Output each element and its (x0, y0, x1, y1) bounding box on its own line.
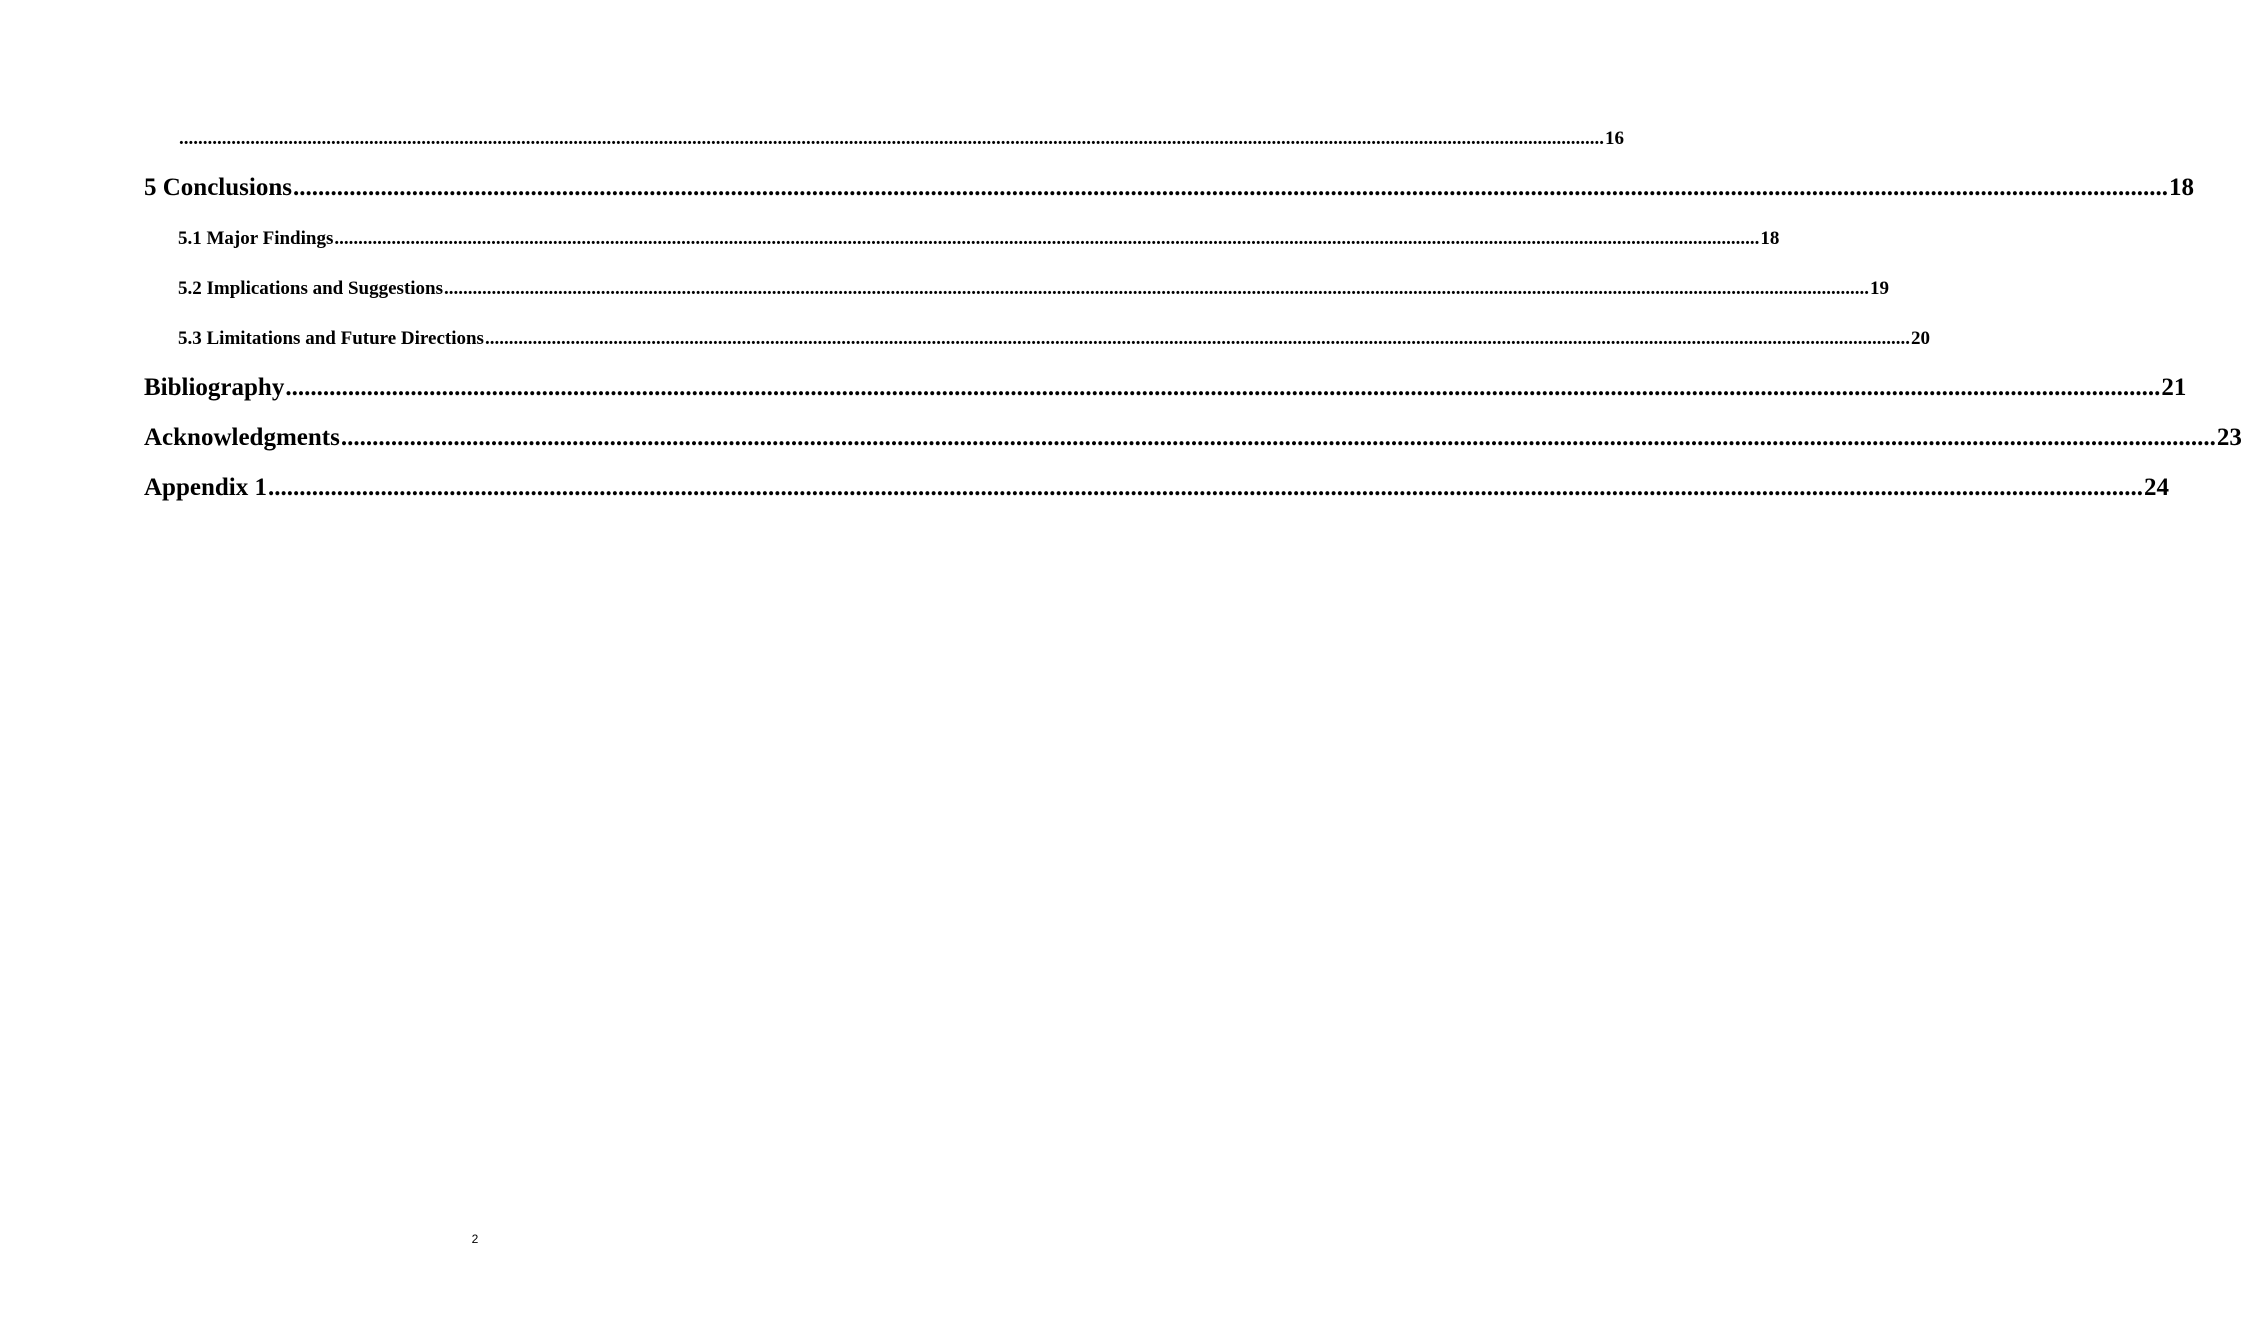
toc-entry-title: Appendix 1 (144, 474, 267, 501)
toc-entry-bibliography[interactable] (144, 374, 2187, 406)
page-number: 2 (471, 1232, 479, 1246)
toc-entry-page: 19 (1870, 278, 1890, 299)
toc-entry-conclusions[interactable] (144, 174, 2194, 206)
toc-entry-continued[interactable] (178, 128, 1624, 152)
toc-entry-page: 18 (1760, 228, 1780, 249)
toc-entry-page: 18 (2168, 174, 2194, 201)
toc-dot-leader: ............................................................................................................................................................................................................................................................................................................ (267, 474, 2143, 501)
toc-entry-title: 5.3 Limitations and Future Directions (178, 328, 484, 349)
toc-dot-leader: ............................................................................................................................................................................................................................................................................................................ (444, 278, 1870, 299)
toc-dot-leader: ............................................................................................................................................................................................................................................................................................................ (334, 228, 1760, 249)
toc-entry-page: 20 (1910, 328, 1930, 349)
toc-entry-acknowledgments[interactable] (144, 424, 2242, 456)
toc-entry-appendix-1[interactable] (144, 474, 2169, 506)
toc-entry-major-findings[interactable] (178, 228, 1780, 252)
toc-entry-page: 24 (2143, 474, 2169, 501)
toc-entry-title: 5.1 Major Findings (178, 228, 334, 249)
toc-entry-title: 5.2 Implications and Suggestions (178, 278, 444, 299)
toc-entry-limitations[interactable] (178, 328, 1930, 352)
toc-entry-title: 5 Conclusions (144, 174, 292, 201)
toc-dot-leader: ............................................................................................................................................................................................................................................................................................................ (340, 424, 2216, 451)
toc-entry-page: 23 (2216, 424, 2242, 451)
toc-entry-implications[interactable] (178, 278, 1890, 302)
toc-entry-title: Bibliography (144, 374, 285, 401)
toc-dot-leader: ............................................................................................................................................................................................................................................................................................................ (292, 174, 2168, 201)
toc-entry-page: 21 (2161, 374, 2187, 401)
toc-entry-title: Acknowledgments (144, 424, 340, 451)
toc-dot-leader: ............................................................................................................................................................................................................................................................................................................ (179, 128, 1604, 149)
toc-dot-leader: ............................................................................................................................................................................................................................................................................................................ (484, 328, 1910, 349)
toc-dot-leader: ............................................................................................................................................................................................................................................................................................................ (285, 374, 2161, 401)
toc-entry-page: 16 (1605, 128, 1624, 149)
